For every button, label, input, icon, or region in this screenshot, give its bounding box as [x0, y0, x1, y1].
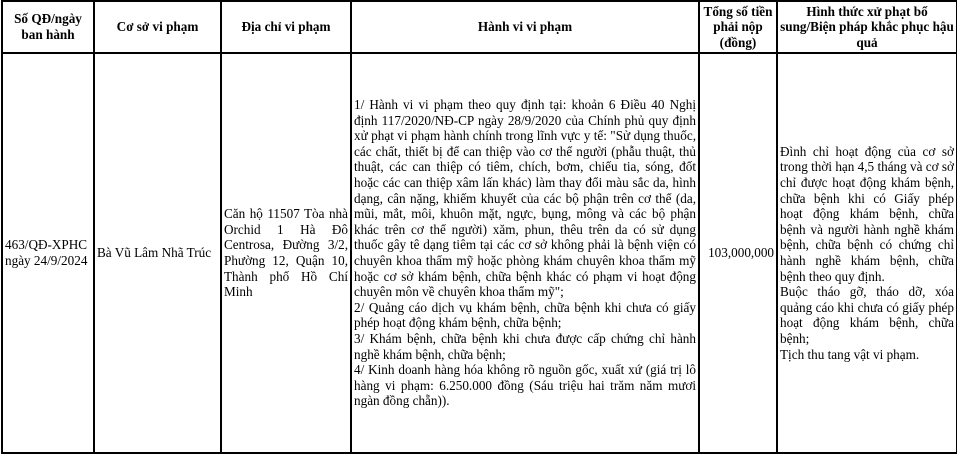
violation-item-4: 4/ Kinh doanh hàng hóa không rõ nguồn gốc, xuất xứ (giá trị lô hàng vi phạm: 6.250.000 đồng (Sáu triệu hai trăm năm mươi ngàn đồng chẵn)). [354, 362, 696, 409]
header-penalties: Hình thức xử phạt bổ sung/Biện pháp khắc phục hậu quả [777, 1, 957, 53]
penalty-item-2: Buộc tháo gỡ, tháo dỡ, xóa quảng cáo khi chưa có giấy phép hoạt động khám bệnh, chữa bệnh; [780, 284, 954, 346]
penalty-item-3: Tịch thu tang vật vi phạm. [780, 346, 920, 362]
table-row [2, 53, 957, 453]
header-row [2, 1, 957, 53]
header-facility: Cơ sở vi phạm [94, 1, 221, 53]
decision-cell: 463/QĐ-XPHC ngày 24/9/2024 [2, 53, 94, 453]
violation-item-1: 1/ Hành vi vi phạm theo quy định tại: khoản 6 Điều 40 Nghị định 117/2020/NĐ-CP ngày 28/9/2020 của Chính phủ quy định xử phạt vi phạm hành chính trong lĩnh vực y tế: "Sử dụng thuốc, các chất, thiết bị để can thiệp vào cơ thể người (phẫu thuật, thủ thuật, các can thiệp có tiêm, chích, bơm, chiếu tia, sóng, đốt hoặc các can thiệp xâm lấn khác) làm thay đổi màu sắc da, hình dạng, cân nặng, khiếm khuyết của các bộ phận trên cơ thể (da, mũi, mắt, môi, khuôn mặt, ngực, bụng, mông và các bộ phận khác trên cơ thể người) xăm, phun, thêu trên da có sử dụng thuốc gây tê dạng tiêm tại các cơ sở không phải là bệnh viện có chuyên khoa thẩm mỹ hoặc phòng khám chuyên khoa thẩm mỹ hoặc cơ sở khám bệnh, chữa bệnh khác có phạm vi hoạt động chuyên môn về chuyên khoa thẩm mỹ"; [354, 97, 696, 300]
violations-cell [351, 53, 699, 453]
header-decision: Số QĐ/ngày ban hành [2, 1, 94, 53]
violations-table [1, 0, 957, 454]
header-violations: Hành vi vi phạm [351, 1, 699, 53]
header-amount: Tổng số tiền phải nộp (đồng) [699, 1, 777, 53]
amount-cell: 103,000,000 [699, 53, 777, 453]
violation-item-2: 2/ Quảng cáo dịch vụ khám bệnh, chữa bệnh khi chưa có giấy phép hoạt động khám bệnh, chữa bệnh; [354, 299, 696, 331]
penalties-cell [777, 53, 957, 453]
header-address: Địa chỉ vi phạm [221, 1, 351, 53]
address-cell: Căn hộ 11507 Tòa nhà Orchid 1 Hà Đô Centrosa, Đường 3/2, Phường 12, Quận 10, Thành phố Hồ Chí Minh [221, 53, 351, 453]
facility-cell: Bà Vũ Lâm Nhã Trúc [94, 53, 221, 453]
penalty-item-1: Đình chỉ hoạt động của cơ sở trong thời hạn 4,5 tháng và cơ sở chỉ được hoạt động khám bệnh, chữa bệnh khi có Giấy phép hoạt động khám bệnh, chữa bệnh và người hành nghề khám bệnh, chữa bệnh có chứng chỉ hành nghề khám bệnh, chữa bệnh theo quy định. [780, 143, 955, 284]
violation-item-3: 3/ Khám bệnh, chữa bệnh khi chưa được cấp chứng chỉ hành nghề khám bệnh, chữa bệnh; [354, 330, 696, 362]
